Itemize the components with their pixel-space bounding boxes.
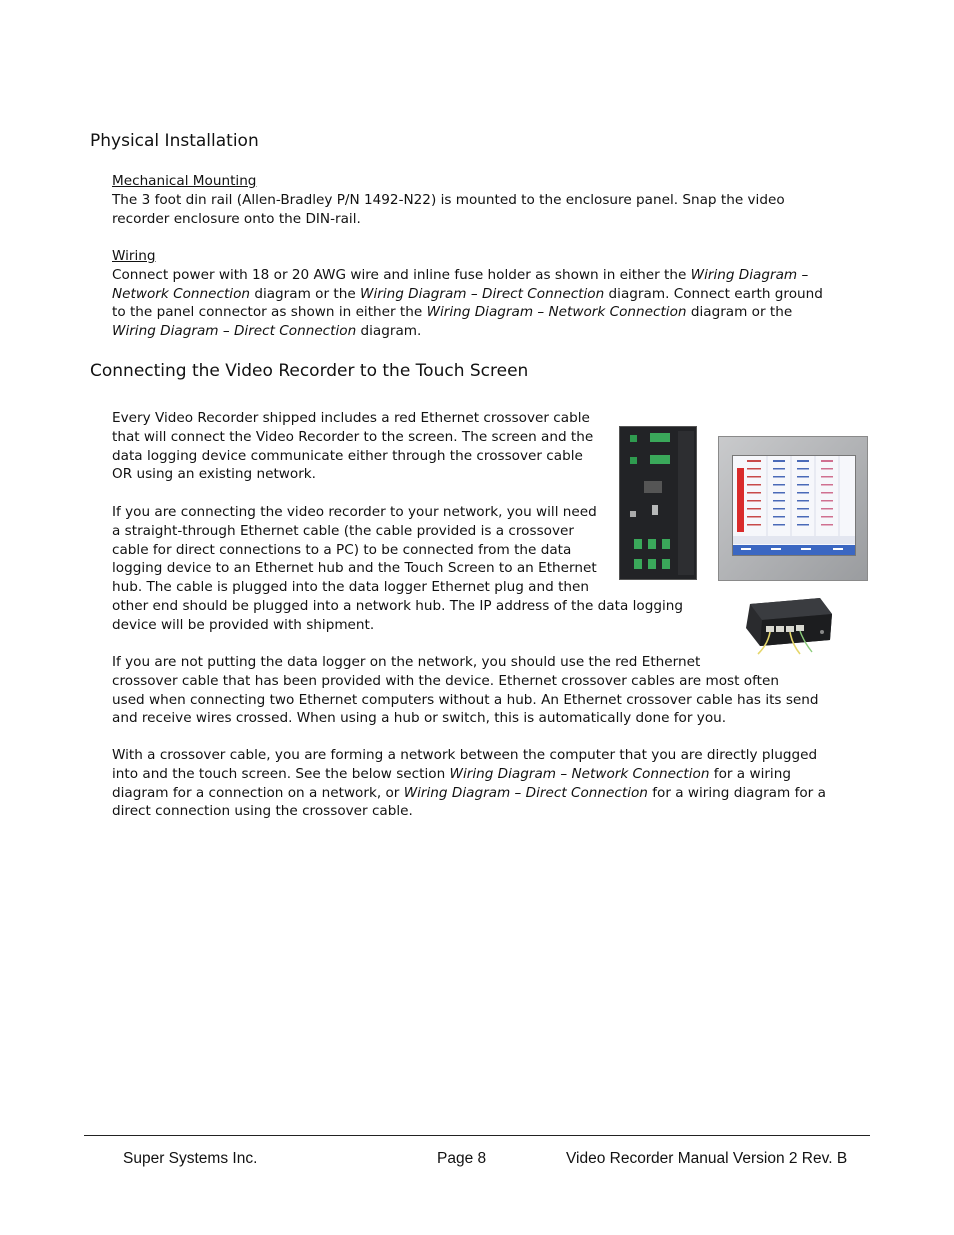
wiring-block (112, 247, 823, 341)
paragraph-line: hub. The cable is plugged into the data logger Ethernet plug and then (112, 579, 589, 596)
paragraph-line: The 3 foot din rail (Allen-Bradley P/N 1492-N22) is mounted to the enclosure panel. Snap the video (112, 191, 785, 208)
paragraph-line: a straight-through Ethernet cable (the cable provided is a crossover (112, 522, 574, 539)
footer-company: Super Systems Inc. (123, 1150, 258, 1167)
footer-divider (84, 1135, 870, 1136)
paragraph-line: Connect power with 18 or 20 AWG wire and inline fuse holder as shown in either the Wiring Diagram – (112, 266, 809, 283)
footer-page-number: Page 8 (437, 1150, 487, 1167)
paragraph-line: other end should be plugged into a network hub. The IP address of the data logging (112, 597, 683, 614)
paragraph-line: diagram for a connection on a network, or Wiring Diagram – Direct Connection for a wiring diagram for a (112, 784, 826, 801)
paragraph-line: Network Connection diagram or the Wiring Diagram – Direct Connection diagram. Connect earth ground (112, 285, 823, 302)
paragraph-line: logging device to an Ethernet hub and the Touch Screen to an Ethernet (112, 560, 597, 577)
paragraph-3 (112, 653, 819, 728)
paragraph-line: to the panel connector as shown in either the Wiring Diagram – Network Connection diagram or the (112, 304, 793, 321)
paragraph-4 (112, 746, 826, 821)
touch-screen-display (732, 455, 856, 556)
video-recorder-device-photo (619, 426, 697, 580)
footer-manual-title: Video Recorder Manual Version 2 Rev. B (566, 1150, 848, 1167)
paragraph-line: With a crossover cable, you are forming a network between the computer that you are directly plugged (112, 747, 818, 763)
paragraph-line: Wiring Diagram – Direct Connection diagram. (112, 323, 422, 340)
paragraph-line: direct connection using the crossover cable. (112, 803, 413, 820)
section-heading-physical-installation: Physical Installation (90, 131, 259, 151)
subheading-mechanical-mounting: Mechanical Mounting (112, 173, 257, 189)
paragraph-line: used when connecting two Ethernet computers without a hub. An Ethernet crossover cable has its send (112, 691, 819, 708)
paragraph-line: If you are not putting the data logger on the network, you should use the red Ethernet (112, 654, 701, 670)
paragraph-line: into and the touch screen. See the below section Wiring Diagram – Network Connection for a wiring (112, 765, 791, 782)
touch-screen-photo (718, 436, 868, 581)
paragraph-line: device will be provided with shipment. (112, 616, 375, 633)
ethernet-hub-photo (740, 594, 834, 656)
paragraph-line: data logging device communicate either through the crossover cable (112, 447, 583, 464)
paragraph-line: Every Video Recorder shipped includes a red Ethernet crossover cable (112, 410, 590, 426)
paragraph-line: cable for direct connections to a PC) to be connected from the data (112, 541, 572, 558)
paragraph-line: crossover cable that has been provided with the device. Ethernet crossover cables are most often (112, 672, 779, 689)
paragraph-line: and receive wires crossed. When using a hub or switch, this is automatically done for you. (112, 710, 727, 727)
paragraph-line: recorder enclosure onto the DIN-rail. (112, 210, 361, 227)
paragraph-1 (112, 409, 593, 484)
paragraph-line: OR using an existing network. (112, 466, 316, 483)
subheading-wiring: Wiring (112, 248, 156, 264)
paragraph-2 (112, 503, 683, 635)
mechanical-mounting-block (112, 172, 785, 228)
paragraph-line: that will connect the Video Recorder to the screen. The screen and the (112, 428, 594, 445)
paragraph-line: If you are connecting the video recorder to your network, you will need (112, 504, 597, 520)
section-heading-connecting: Connecting the Video Recorder to the Touch Screen (90, 361, 529, 381)
